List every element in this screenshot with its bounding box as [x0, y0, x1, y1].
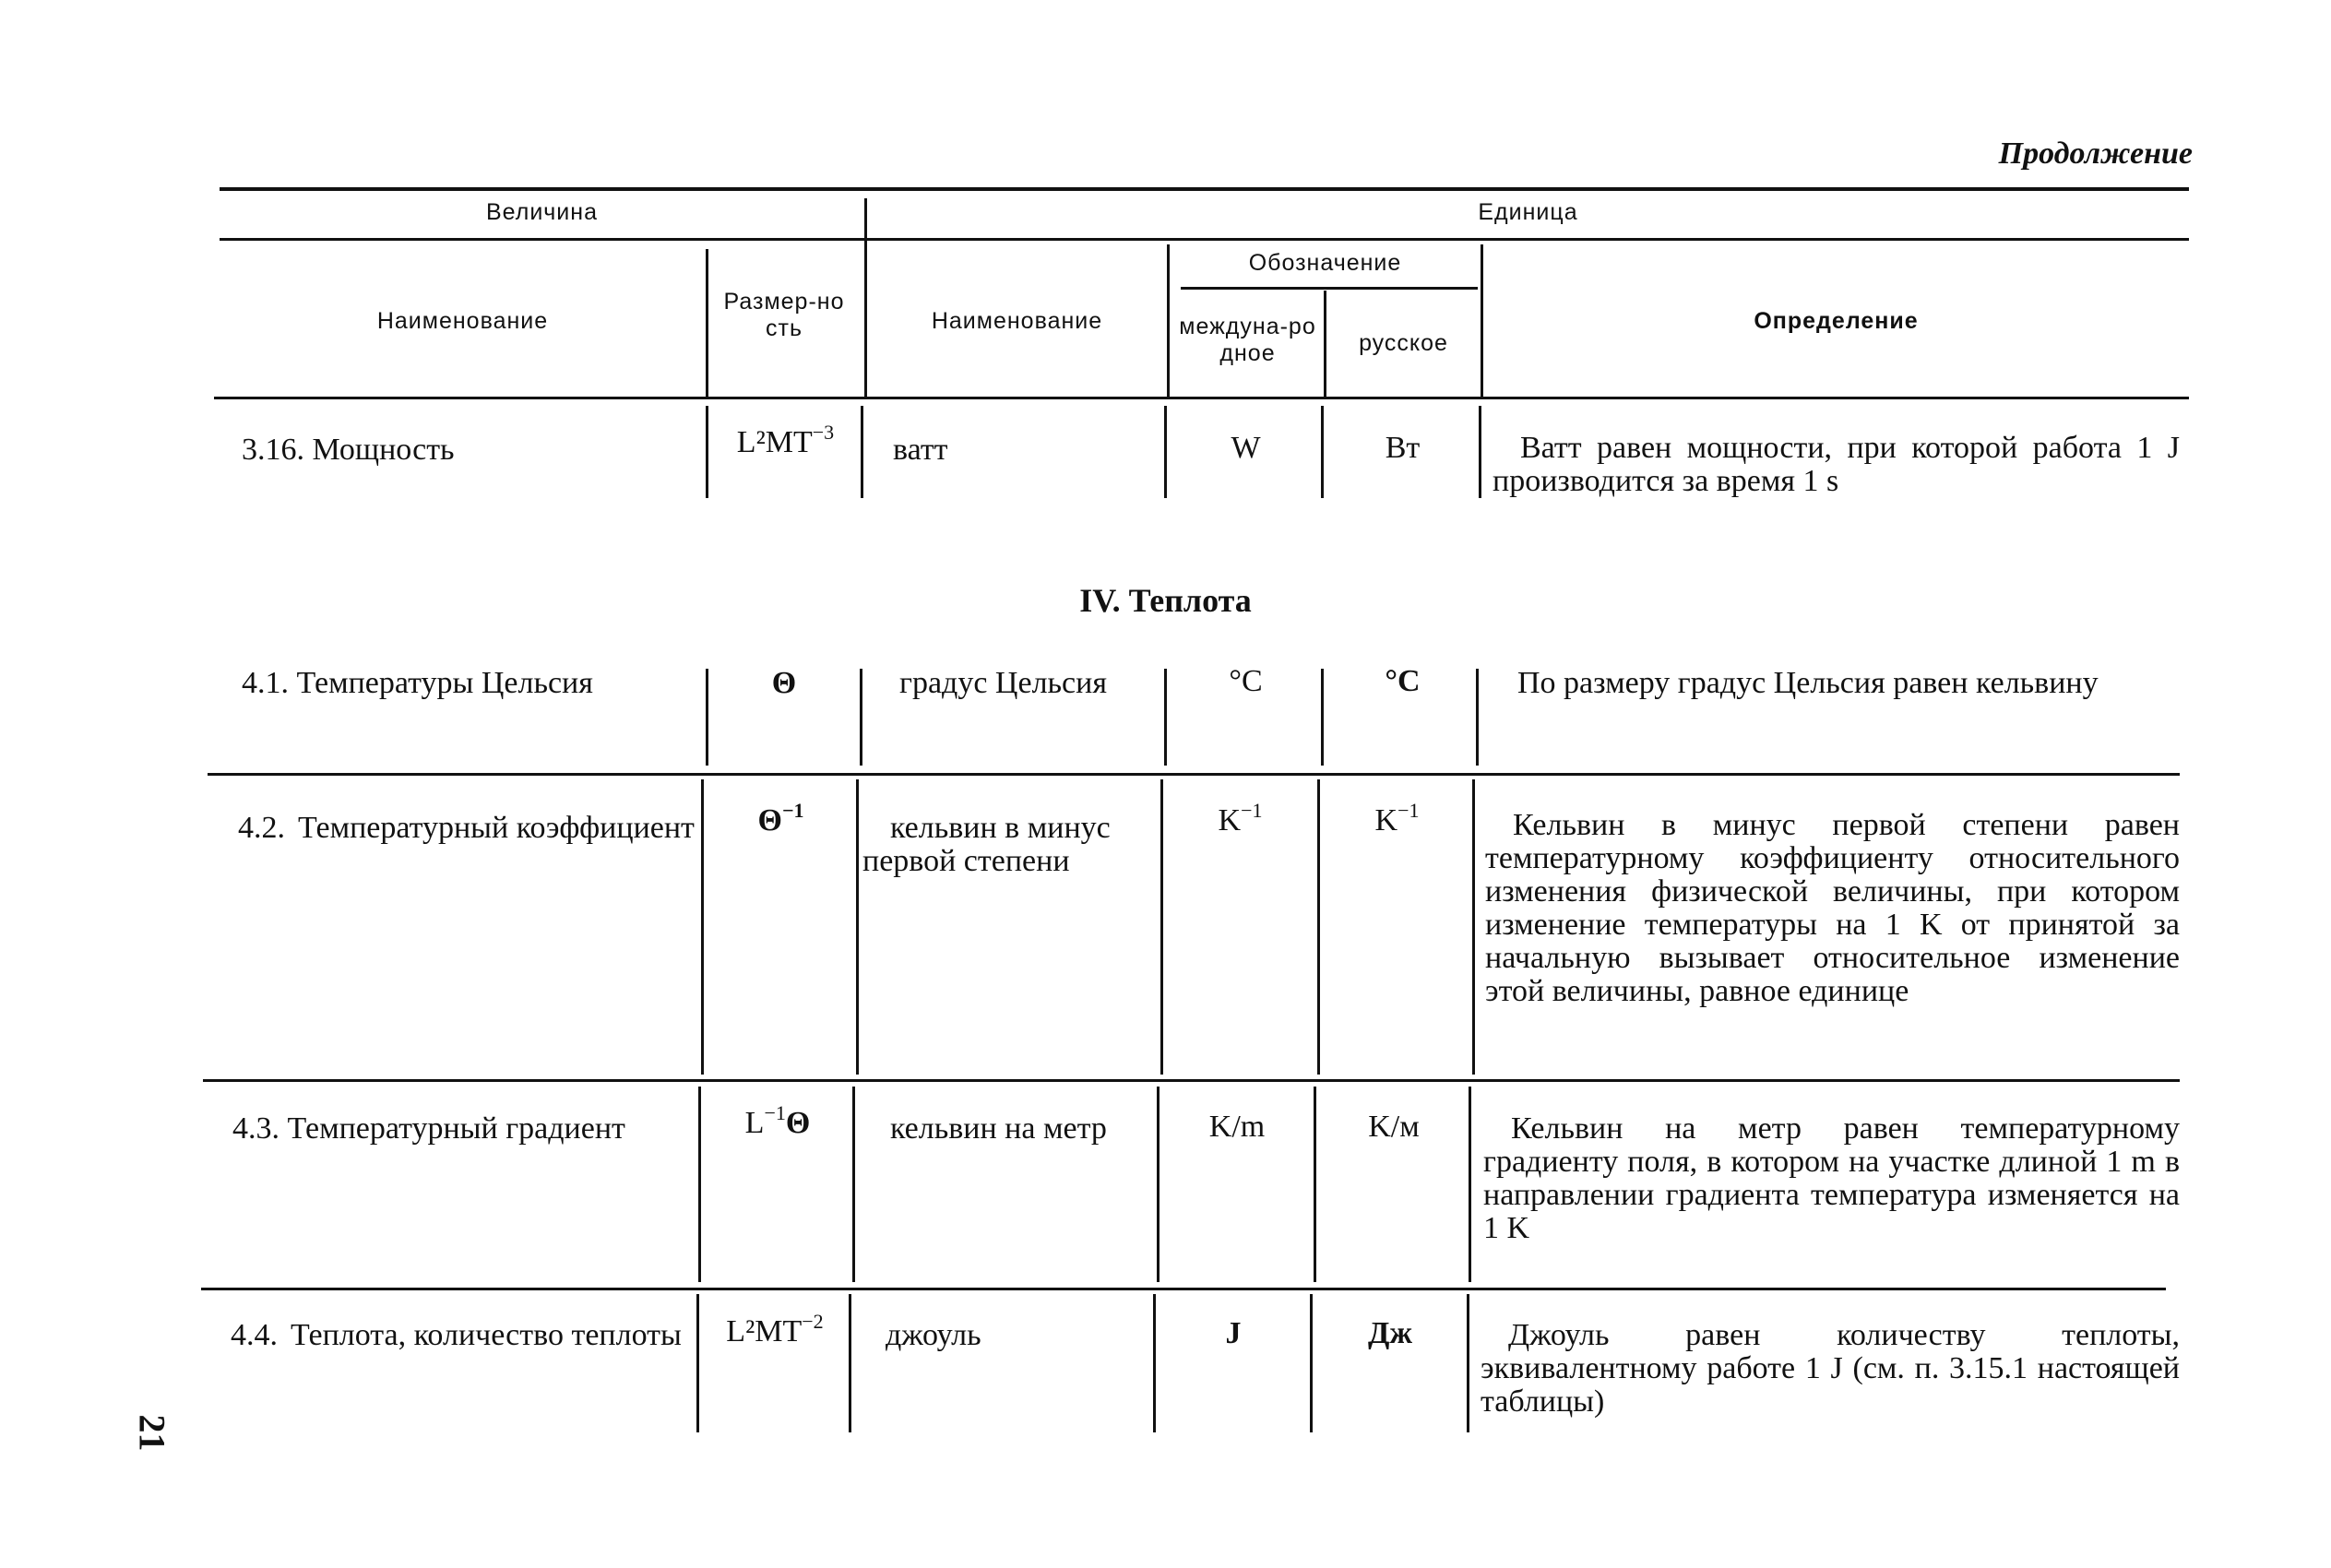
quantity-name — [238, 812, 699, 845]
row-rule — [201, 1288, 2166, 1290]
row-name: Теплота, количество теплоты — [291, 1318, 682, 1352]
row-rule — [208, 773, 2180, 776]
russian-symbol: Дж — [1367, 1316, 1413, 1350]
row-divider — [698, 1087, 701, 1282]
quantity-name — [242, 434, 694, 467]
row-number: 4.2. — [238, 811, 285, 845]
row-rule — [203, 1079, 2180, 1082]
unit-name: кельвин на метр — [890, 1111, 1107, 1146]
header-quantity-group: Величина — [485, 199, 598, 225]
row-divider — [1479, 406, 1481, 498]
russian-symbol: °C — [1385, 664, 1421, 698]
row-divider — [1153, 1294, 1156, 1432]
continuation-label: Продолжение — [1998, 137, 2193, 171]
header-bottom-rule — [214, 397, 2189, 399]
dimension: $L^{-1}\Theta$ — [744, 1101, 811, 1140]
quantity-name — [231, 1319, 692, 1352]
header-designation-group: Обозначение — [1248, 250, 1402, 276]
row-divider — [856, 779, 859, 1075]
russian-symbol: $K^{-1}$ — [1374, 799, 1420, 837]
row-divider — [1157, 1087, 1160, 1282]
row-divider — [1164, 406, 1167, 498]
unit-name: кельвин в минус первой степени — [862, 811, 1111, 878]
row-divider — [849, 1294, 851, 1432]
header-col-international: междуна-родное — [1179, 314, 1316, 366]
row-divider — [1317, 779, 1320, 1075]
russian-symbol: K/м — [1368, 1110, 1420, 1144]
quantity-name — [232, 1112, 698, 1146]
section-title: IV. Теплота — [1079, 582, 1252, 619]
unit-name: градус Цельсия — [899, 666, 1107, 700]
definition: Джоуль равен количеству теплоты, эквивалентному работе 1 J (см. п. 3.15.1 настоящей таблицы) — [1481, 1318, 2180, 1419]
definition: Кельвин на метр равен температурному градиенту поля, в котором на участке длиной 1 m в направлении градиента температура изменяется на 1 K — [1483, 1111, 2180, 1245]
header-col-russian: русское — [1359, 330, 1448, 356]
unit-name: джоуль — [886, 1318, 981, 1352]
header-group-rule — [220, 238, 2189, 241]
header-col-definition: Определение — [1754, 308, 1919, 334]
row-divider — [706, 406, 708, 498]
row-divider — [701, 779, 704, 1075]
definition: По размеру градус Цельсия равен кельвину — [1517, 666, 2099, 700]
row-name: Температурный коэффициент — [298, 811, 695, 845]
quantity-name — [242, 667, 703, 700]
row-divider — [1314, 1087, 1316, 1282]
row-divider — [1160, 779, 1163, 1075]
dimension: $L^2MT^{-3}$ — [736, 421, 835, 459]
row-name: Температуры Цельсия — [296, 666, 593, 700]
international-symbol: J — [1225, 1316, 1242, 1350]
designation-rule — [1181, 287, 1478, 290]
international-symbol: °C — [1229, 664, 1263, 698]
dimension: Θ — [771, 666, 797, 700]
international-symbol: $K^{-1}$ — [1218, 799, 1263, 837]
row-divider — [852, 1087, 855, 1282]
row-number: 3.16. — [242, 433, 304, 467]
dimension: $\Theta^{-1}$ — [757, 799, 804, 837]
international-symbol: W — [1231, 431, 1261, 465]
header-divider-name-dim — [706, 249, 708, 397]
row-divider — [861, 406, 863, 498]
row-name: Температурный градиент — [287, 1111, 625, 1146]
header-top-rule — [220, 187, 2189, 191]
russian-symbol: Вт — [1385, 431, 1421, 465]
header-col-dimension: Размер-ность — [723, 289, 845, 341]
row-number: 4.4. — [231, 1318, 278, 1352]
unit-name: ватт — [893, 433, 948, 467]
row-name: Мощность — [312, 433, 455, 467]
row-divider — [1164, 669, 1167, 766]
header-col-name: Наименование — [376, 308, 549, 334]
row-number: 4.1. — [242, 666, 289, 700]
row-divider — [696, 1294, 699, 1432]
row-divider — [1467, 1294, 1469, 1432]
definition: Ватт равен мощности, при которой работа 1 J производится за время 1 s — [1493, 431, 2180, 498]
row-number: 4.3. — [232, 1111, 279, 1146]
definition: Кельвин в минус первой степени равен температурному коэффициенту относительного изменения физической величины, при котором изменение температуры на 1 K от принятой за начальную вызывает относительное изменение этой величины, равное единице — [1485, 808, 2180, 1008]
page-number: 21 — [131, 1414, 173, 1452]
row-divider — [1310, 1294, 1313, 1432]
header-unit-group: Единица — [1478, 199, 1578, 225]
header-divider-quantity-unit — [864, 198, 867, 397]
header-col-unit-name: Наименование — [931, 308, 1103, 334]
dimension: $L^2MT^{-2}$ — [726, 1310, 824, 1348]
row-divider — [860, 669, 862, 766]
international-symbol: K/m — [1208, 1110, 1266, 1144]
